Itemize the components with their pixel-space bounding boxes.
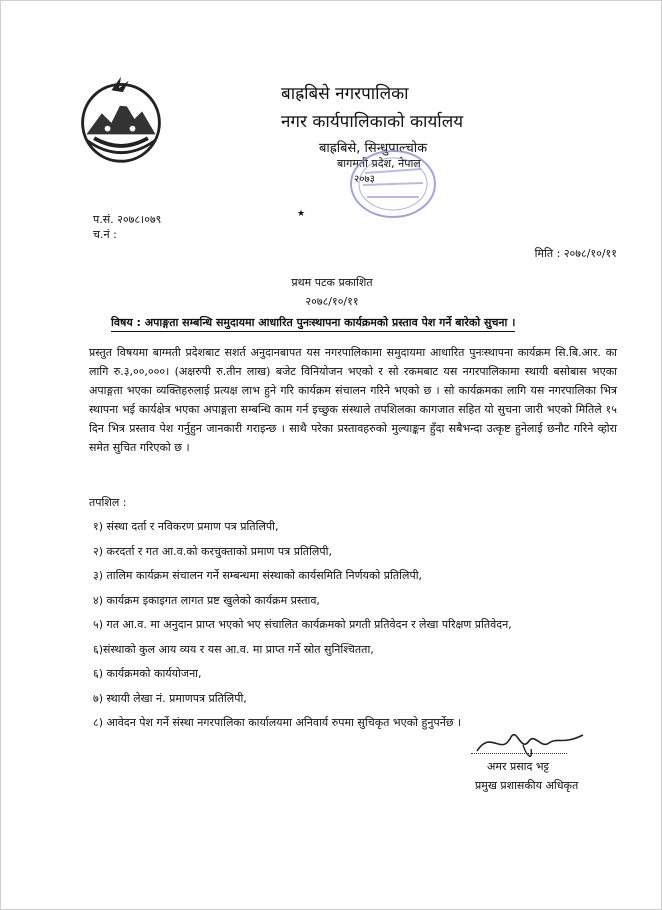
signatory-designation: प्रमुख प्रशासकीय अधिकृत <box>475 779 579 792</box>
subject-line: विषय : अपाङ्गता सम्बन्धि समुदायमा आधारित पुनःस्थापना कार्यक्रमको प्रस्ताव पेश गर्ने बारेको सुचना । <box>111 315 515 332</box>
list-item: ६)संस्थाको कुल आय व्यय र यस आ.व. मा प्राप्त गर्ने स्रोत सुनिश्चितता, <box>93 642 374 656</box>
nepal-emblem-icon <box>73 71 169 167</box>
signature-line <box>471 753 567 754</box>
list-item: ३) तालिम कार्यक्रम संचालन गर्ने सम्बन्धमा संस्थाको कार्यसमिति निर्णयको प्रतिलिपी, <box>93 569 423 582</box>
province-name: बागमती प्रदेश, नेपाल <box>337 157 421 170</box>
list-item: ५) गत आ.व. मा अनुदान प्राप्त भएको भए संचालित कार्यक्रमको प्रगती प्रतिवेदन र लेखा परिक्षण प्रतिवेदन, <box>93 618 512 631</box>
publication-label: प्रथम पटक प्रकाशित <box>291 276 373 289</box>
signature-icon <box>471 723 589 763</box>
list-item: ७) स्थायी लेखा नं. प्रमाणपत्र प्रतिलिपी, <box>93 691 247 705</box>
tapashil-label: तपशिल : <box>89 496 127 509</box>
office-address: बाह्रबिसे, सिन्धुपाल्चोक <box>319 141 428 156</box>
established-year: २०७३ <box>354 174 375 185</box>
list-item: १) संस्था दर्ता र नविकरण प्रमाण पत्र प्रतिलिपी, <box>93 520 279 533</box>
chalani-number: च.नं : <box>93 228 117 241</box>
list-item: ४) कार्यक्रम इकाइगत लागत प्रष्ट खुलेको कार्यक्रम प्रस्ताव, <box>93 593 320 607</box>
publication-date: २०७८/१०/११ <box>305 295 359 308</box>
office-name: नगर कार्यपालिकाको कार्यालय <box>281 112 464 132</box>
reference-block <box>93 212 161 242</box>
asterisk-mark-icon: ★ <box>297 209 306 219</box>
requirements-list <box>93 519 633 740</box>
office-stamp-icon <box>347 147 439 221</box>
list-item: २) करदर्ता र गत आ.व.को करचुक्ताको प्रमाण पत्र प्रतिलिपी, <box>93 544 332 558</box>
municipality-name: बाह्रबिसे नगरपालिका <box>281 84 409 104</box>
signatory-name: अमर प्रसाद भट्ट <box>487 760 549 773</box>
notice-body: प्रस्तुत विषयमा बाग्मती प्रदेशबाट सशर्त अनुदानबापत यस नगरपालिकामा समुदायमा आधारित पुनःस्थापना कार्यक्रम सि.बि.आर. का लागि रु.३,००,०००। (अक्षरुपी रु.तीन लाख) बजेट विनियोजन भएको र सो रकमबाट यस नगरपालिकामा स्थायी बसोबास भएका अपाङ्गता भएका व्यक्तिहरुलाई प्रत्यक्ष लाभ हुने गरि कार्यक्रम संचालन गरिने भएको छ । सो कार्यक्रमका लागि यस नगरपालिका भित्र स्थापना भई कार्यक्षेत्र भएका अपाङ्गता सम्बन्धि काम गर्न इच्छुक संस्थाले तपशिलका कागजात सहित यो सुचना जारी भएको मितिले १५ दिन भित्र प्रस्ताव पेश गर्नुहुन जानकारी गराइन्छ । साथै परेका प्रस्तावहरुको मुल्याङ्कन हुँदा सबैभन्दा उत्कृष्ट हुनेलाई छनौट गरिने व्होरा समेत सुचित गरिएको छ । <box>89 346 617 454</box>
list-item: ६) कार्यक्रमको कार्ययोजना, <box>93 667 202 680</box>
list-item: ८) आवेदन पेश गर्ने संस्था नगरपालिका कार्यालयमा अनिवार्य रुपमा सुचिकृत भएको हुनुपर्नेछ । <box>93 716 462 729</box>
notice-date: मिति : २०७८/१०/११ <box>534 247 617 260</box>
patra-sankhya: प.सं. २०७८।०७९ <box>93 213 162 226</box>
